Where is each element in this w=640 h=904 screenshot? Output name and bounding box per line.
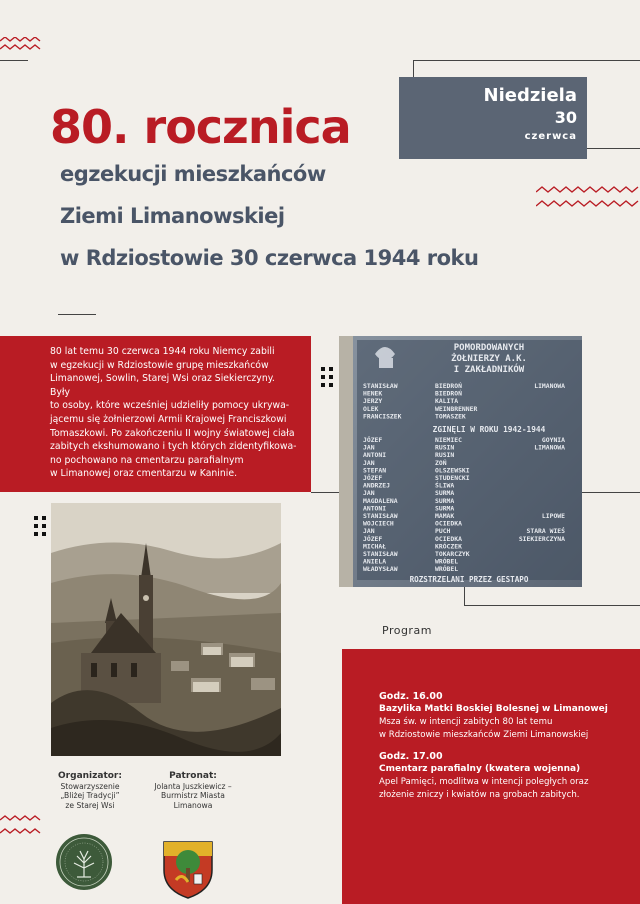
plaque-footer-line: ROZSTRZELANI PRZEZ GESTAPO — [409, 575, 529, 584]
plaque-first-name: STANISŁAW — [363, 512, 398, 520]
memorial-plaque-image — [339, 336, 582, 587]
bottom-left-zigzag — [0, 815, 42, 839]
date-frame-left — [413, 60, 414, 77]
plaque-surname: TOKARCZYK — [435, 550, 470, 558]
top-right-rule — [413, 60, 640, 61]
plaque-header-line: I ZAKŁADNIKÓW — [453, 365, 525, 375]
event-1-time: Godz. 16.00 — [379, 691, 443, 702]
dot-cluster-2 — [34, 516, 46, 536]
date-month: czerwca — [524, 131, 577, 142]
intro-line: w egzekucji w Rdziostowie grupę mieszkańców — [50, 359, 269, 371]
organizer-line: ze Starej Wsi — [65, 800, 115, 810]
plaque-surname: OCIEDKA — [435, 534, 462, 543]
plaque-surname: WRÓBEL — [435, 565, 459, 574]
plaque-first-name: ANDRZEJ — [363, 481, 390, 490]
patron-line: Jolanta Juszkiewicz – — [154, 781, 232, 791]
plaque-first-name: FRANCISZEK — [363, 412, 402, 421]
event-1-desc-line: w Rdziostowie mieszkańców Ziemi Limanowskiej — [379, 730, 589, 740]
plaque-first-name: ANIELA — [363, 557, 387, 566]
memorial-plaque-photo — [339, 336, 582, 587]
plaque-surname: KALITA — [435, 397, 459, 406]
event-2-desc-line: złożenie zniczy i kwiatów na grobach zabitych. — [379, 790, 580, 800]
plaque-first-name: JÓZEF — [363, 474, 383, 482]
program-box — [342, 649, 640, 904]
plaque-middle-line: ZGINĘLI W ROKU 1942-1944 — [432, 425, 546, 434]
intro-line: zabitych ekshumowano i tych których zidentyfikowa- — [50, 441, 297, 453]
plaque-first-name: STEFAN — [363, 466, 387, 475]
top-left-zigzag — [0, 37, 42, 51]
church-photo — [51, 503, 281, 756]
intro-line: Tomaszkowi. Po zakończeniu II wojny światowej ciała — [50, 427, 295, 439]
plaque-first-name: JAN — [363, 489, 375, 498]
plaque-surname: SURMA — [435, 496, 455, 505]
plaque-first-name: ANTONI — [363, 504, 387, 513]
plaque-surname: TOMASZEK — [435, 412, 466, 421]
plaque-first-name: MICHAŁ — [363, 542, 387, 551]
dot-cluster-1 — [321, 367, 333, 387]
plaque-first-name: HENEK — [363, 389, 383, 398]
plaque-surname: ŚLIWA — [435, 481, 455, 490]
patron-line: Limanowa — [173, 800, 213, 810]
plaque-town: STARA WIEŚ — [526, 527, 565, 536]
intro-line: no pochowano na cmentarzu parafialnym — [50, 454, 244, 466]
patron-block — [138, 771, 248, 810]
plaque-first-name: JERZY — [363, 397, 383, 406]
program-top-rule — [464, 605, 640, 606]
plaque-town: SIEKIERCZYNA — [518, 534, 565, 543]
subtitle-line-1: egzekucji mieszkańców — [60, 162, 326, 186]
plaque-surname: SURMA — [435, 489, 455, 498]
plaque-surname: MAMAK — [435, 512, 455, 520]
patron-label: Patronat: — [169, 771, 217, 781]
plaque-first-name: STANISŁAW — [363, 550, 398, 558]
plaque-first-name: ANTONI — [363, 451, 387, 460]
plaque-town: LIMANOWA — [534, 382, 565, 390]
program-label: Program — [382, 624, 432, 637]
event-2-desc-line: Apel Pamięci, modlitwa w intencji poległych oraz — [379, 777, 589, 787]
date-box — [399, 77, 587, 159]
event-2-time: Godz. 17.00 — [379, 751, 443, 762]
church-landscape-image — [51, 503, 281, 756]
intro-line: jącemu się żołnierzowi Armii Krajowej Franciszkowi — [50, 413, 287, 425]
right-zigzag — [536, 186, 640, 210]
intro-line: Limanowej, Sowlin, Starej Wsi oraz Siekierczyny. Były — [50, 373, 275, 398]
page-title: 80. rocznica — [50, 100, 351, 154]
plaque-first-name: WOJCIECH — [363, 519, 394, 528]
event-1-place: Bazylika Matki Boskiej Bolesnej w Limanowej — [379, 704, 608, 714]
plaque-first-name: OLEK — [363, 404, 379, 413]
plaque-first-name: JAN — [363, 443, 375, 452]
plaque-first-name: MAGDALENA — [363, 496, 398, 505]
plaque-town: LIMANOWA — [534, 443, 565, 452]
plaque-surname: BIEDROŃ — [435, 389, 462, 398]
top-left-rule — [0, 60, 28, 61]
plaque-header-line: POMORDOWANYCH — [453, 343, 525, 353]
event-2-place: Cmentarz parafialny (kwatera wojenna) — [379, 764, 581, 774]
plaque-first-name: JAN — [363, 458, 375, 467]
intro-line: to osoby, które wcześniej udzieliły pomocy ukrywa- — [50, 400, 290, 412]
intro-line: w Limanowej oraz cmentarzu w Kaninie. — [50, 468, 238, 480]
plaque-first-name: WŁADYSŁAW — [363, 565, 398, 574]
date-day-number: 30 — [554, 108, 577, 127]
plaque-surname: WEINBRENNER — [435, 404, 478, 413]
plaque-surname: WRÓBEL — [435, 557, 459, 566]
plaque-surname: RUSIN — [435, 451, 455, 460]
coat-of-arms-icon — [160, 836, 216, 900]
plaque-surname: RUSIN — [435, 443, 455, 452]
organizer-line: „Bliżej Tradycji” — [60, 791, 120, 800]
organizer-block — [40, 771, 140, 810]
title-underline — [58, 314, 96, 315]
plaque-surname: BIEDROŃ — [435, 382, 462, 390]
plaque-surname: NIEMIEC — [435, 436, 462, 444]
plaque-surname: KRÓCZEK — [435, 542, 462, 551]
plaque-town: GOYNIA — [541, 436, 565, 444]
plaque-town: LIPOWE — [541, 512, 565, 520]
plaque-surname: OCIEDKA — [435, 519, 462, 528]
plaque-first-name: JÓZEF — [363, 534, 383, 543]
intro-line: 80 lat temu 30 czerwca 1944 roku Niemcy zabili — [50, 346, 275, 357]
event-1-desc-line: Msza św. w intencji zabitych 80 lat temu — [379, 717, 553, 727]
date-day-name: Niedziela — [483, 85, 577, 106]
plaque-first-name: JAN — [363, 527, 375, 536]
tree-seal-icon — [55, 833, 113, 891]
subtitle-line-2: Ziemi Limanowskiej — [60, 204, 285, 228]
organizer-line: Stowarzyszenie — [60, 781, 120, 791]
plaque-surname: STUDENCKI — [435, 474, 470, 482]
plaque-header-line: ŻOŁNIERZY A.K. — [451, 354, 527, 364]
intro-text-box — [0, 336, 311, 492]
organizer-label: Organizator: — [58, 771, 122, 781]
plaque-first-name: JÓZEF — [363, 436, 383, 444]
patron-line: Burmistrz Miasta — [161, 791, 225, 800]
plaque-surname: ZOŃ — [435, 458, 447, 467]
plaque-first-name: STANISŁAW — [363, 382, 398, 390]
plaque-surname: SURMA — [435, 504, 455, 513]
plaque-surname: OLSZEWSKI — [435, 466, 470, 475]
plaque-surname: PUCH — [435, 527, 451, 536]
subtitle-line-3: w Rdziostowie 30 czerwca 1944 roku — [60, 246, 479, 270]
date-frame-rule — [587, 148, 640, 149]
